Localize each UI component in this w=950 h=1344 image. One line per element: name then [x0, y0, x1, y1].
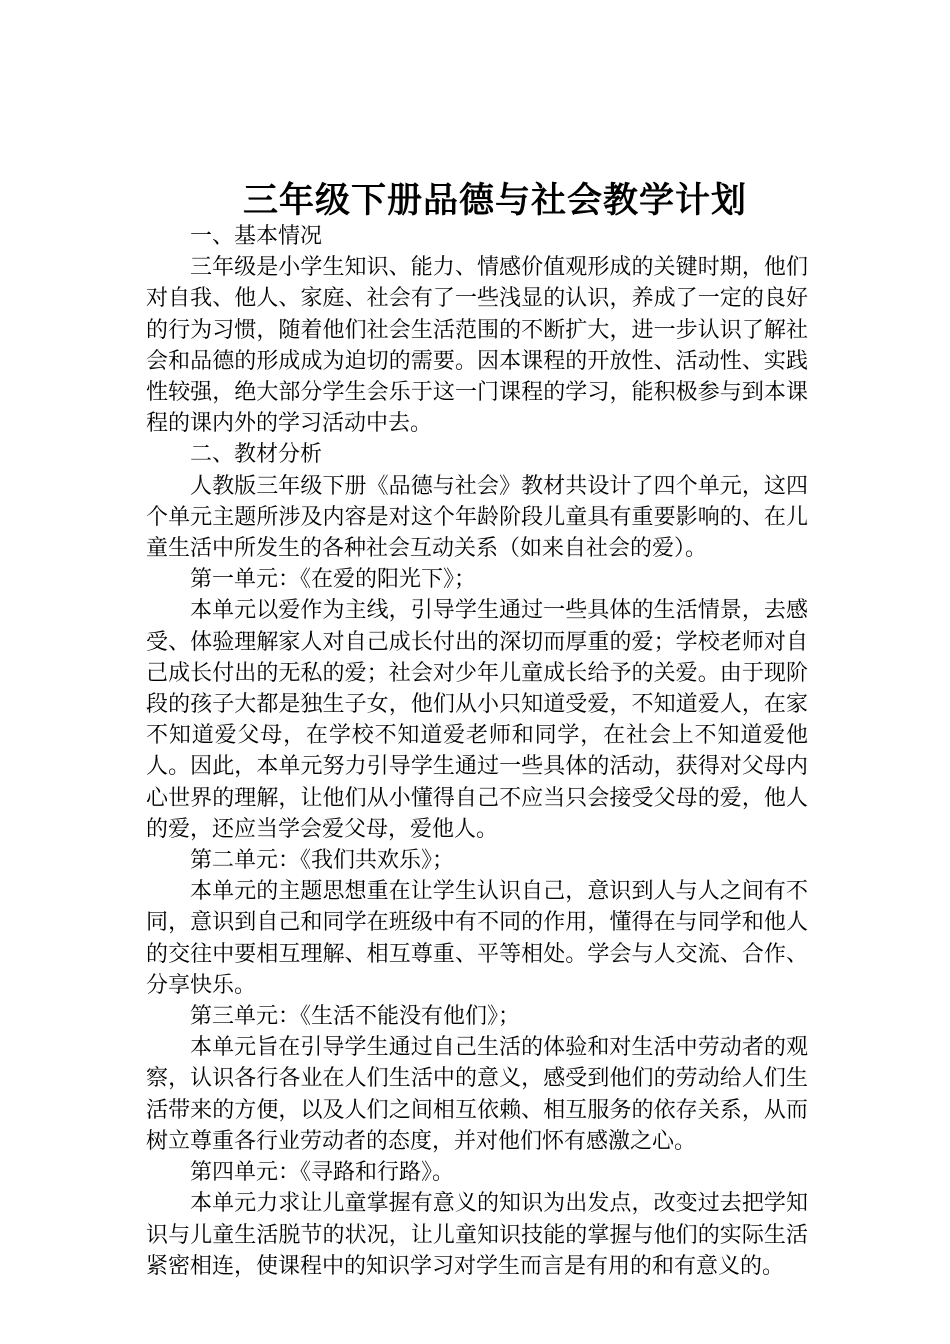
- section-heading-textbook: 二、教材分析: [190, 442, 323, 468]
- document-body: [146, 221, 808, 1282]
- section-heading-basic: 一、基本情况: [190, 224, 323, 249]
- unit-2-heading: 第二单元：《我们共欢乐》；: [190, 848, 455, 874]
- paragraph-textbook-analysis: 人教版三年级下册《品德与社会》教材共设计了四个单元，这四个单元主题所涉及内容是对这个年龄阶段儿童具有重要影响的、在儿童生活中所发生的各种社会互动关系（如来自社会的爱）。: [146, 473, 808, 562]
- unit-1-heading: 第一单元：《在爱的阳光下》；: [190, 567, 477, 593]
- unit-4-heading: 第四单元：《寻路和行路》。: [190, 1160, 455, 1186]
- paragraph-basic-situation: 三年级是小学生知识、能力、情感价值观形成的关键时期，他们对自我、他人、家庭、社会有了一些浅显的认识，养成了一定的良好的行为习惯，随着他们社会生活范围的不断扩大，进一步认识了解社会和品德的形成成为迫切的需要。因本课程的开放性、活动性、实践性较强，绝大部分学生会乐于这一门课程的学习，能积极参与到本课程的课内外的学习活动中去。: [146, 255, 808, 437]
- document-title: 三年级下册品德与社会教学计划: [242, 180, 747, 221]
- unit-3-paragraph: 本单元旨在引导学生通过自己生活的体验和对生活中劳动者的观察，认识各行各业在人们生活中的意义，感受到他们的劳动给人们生活带来的方便，以及人们之间相互依赖、相互服务的依存关系，从而树立尊重各行业劳动者的态度，并对他们怀有感激之心。: [146, 1035, 808, 1154]
- unit-4-paragraph: 本单元力求让儿童掌握有意义的知识为出发点，改变过去把学知识与儿童生活脱节的状况，让儿童知识技能的掌握与他们的实际生活紧密相连，使课程中的知识学习对学生而言是有用的和有意义的。: [146, 1191, 808, 1279]
- unit-2-paragraph: 本单元的主题思想重在让学生认识自己，意识到人与人之间有不同，意识到自己和同学在班级中有不同的作用，懂得在与同学和他人的交往中要相互理解、相互尊重、平等相处。学会与人交流、合作、分享快乐。: [146, 879, 808, 998]
- unit-3-heading: 第三单元：《生活不能没有他们》；: [190, 1004, 521, 1030]
- unit-1-paragraph: 本单元以爱作为主线，引导学生通过一些具体的生活情景，去感受、体验理解家人对自己成长付出的深切而厚重的爱；学校老师对自己成长付出的无私的爱；社会对少年儿童成长给予的关爱。由于现阶段的孩子大都是独生子女，他们从小只知道受爱，不知道爱人，在家不知道爱父母，在学校不知道爱老师和同学，在社会上不知道爱他人。因此，本单元努力引导学生通过一些具体的活动，获得对父母内心世界的理解，让他们从小懂得自己不应当只会接受父母的爱，他人的爱，还应当学会爱父母，爱他人。: [146, 598, 808, 842]
